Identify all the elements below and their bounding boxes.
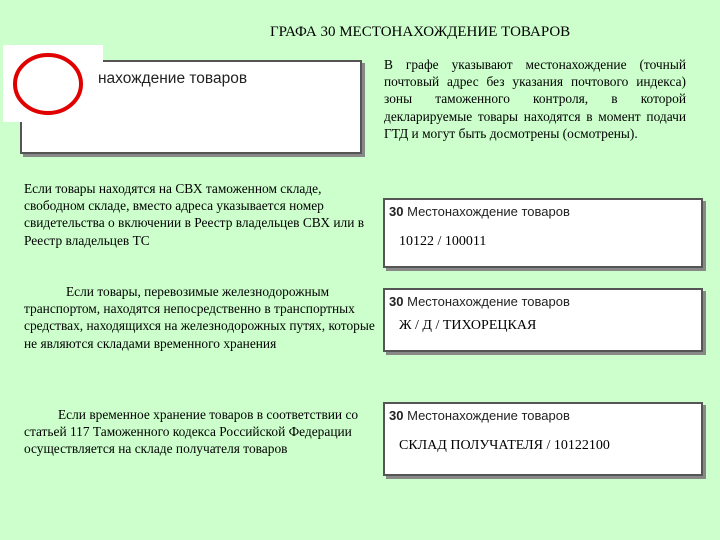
- field-30-box-recipient-warehouse: [383, 402, 703, 476]
- case-text-svh: Если товары находятся на СВХ таможенном складе, свободном складе, вместо адреса указывается номер свидетельства о включении в Реестр владельцев СВХ или в Реестр владельцев ТС: [24, 181, 365, 248]
- illustration-header: нахождение товаров: [98, 70, 248, 87]
- box-header: [389, 408, 570, 423]
- red-circle-icon: [10, 50, 86, 118]
- box-header: [389, 294, 570, 309]
- case-text-recipient-body: Если временное хранение товаров в соответствии со статьей 117 Таможенного кодекса Российской Федерации осуществляется на складе получателя товаров: [24, 407, 359, 457]
- box-label: Местонахождение товаров: [407, 408, 570, 423]
- case-text-recipient-warehouse: [24, 406, 376, 458]
- box-value: Ж / Д / ТИХОРЕЦКАЯ: [399, 318, 537, 333]
- box-number: 30: [389, 204, 404, 219]
- slide-title: ГРАФА 30 МЕСТОНАХОЖДЕНИЕ ТОВАРОВ: [270, 24, 571, 40]
- box-value: СКЛАД ПОЛУЧАТЕЛЯ / 10122100: [399, 438, 610, 453]
- slide-description: В графе указывают местонахождение (точный почтовый адрес без указания почтового индекса) зоны таможенного контроля, в которой декларируемые товары находятся в момент подачи ГТД и могут быть досмотрены (осмотрены).: [384, 57, 686, 141]
- box-label: Местонахождение товаров: [407, 294, 570, 309]
- case-text-railway-body: Если товары, перевозимые железнодорожным транспортом, находятся непосредственно в транспортных средствах, находящихся на железнодорожных путях, которые не являются складами временного хранения: [24, 284, 375, 351]
- box-label: Местонахождение товаров: [407, 204, 570, 219]
- box-header: [389, 204, 570, 219]
- case-text-railway: [24, 283, 384, 352]
- box-value: 10122 / 100011: [399, 234, 487, 249]
- field-30-box-svh: [383, 198, 703, 268]
- box-number: 30: [389, 408, 404, 423]
- box-number: 30: [389, 294, 404, 309]
- field-30-box-railway: [383, 288, 703, 352]
